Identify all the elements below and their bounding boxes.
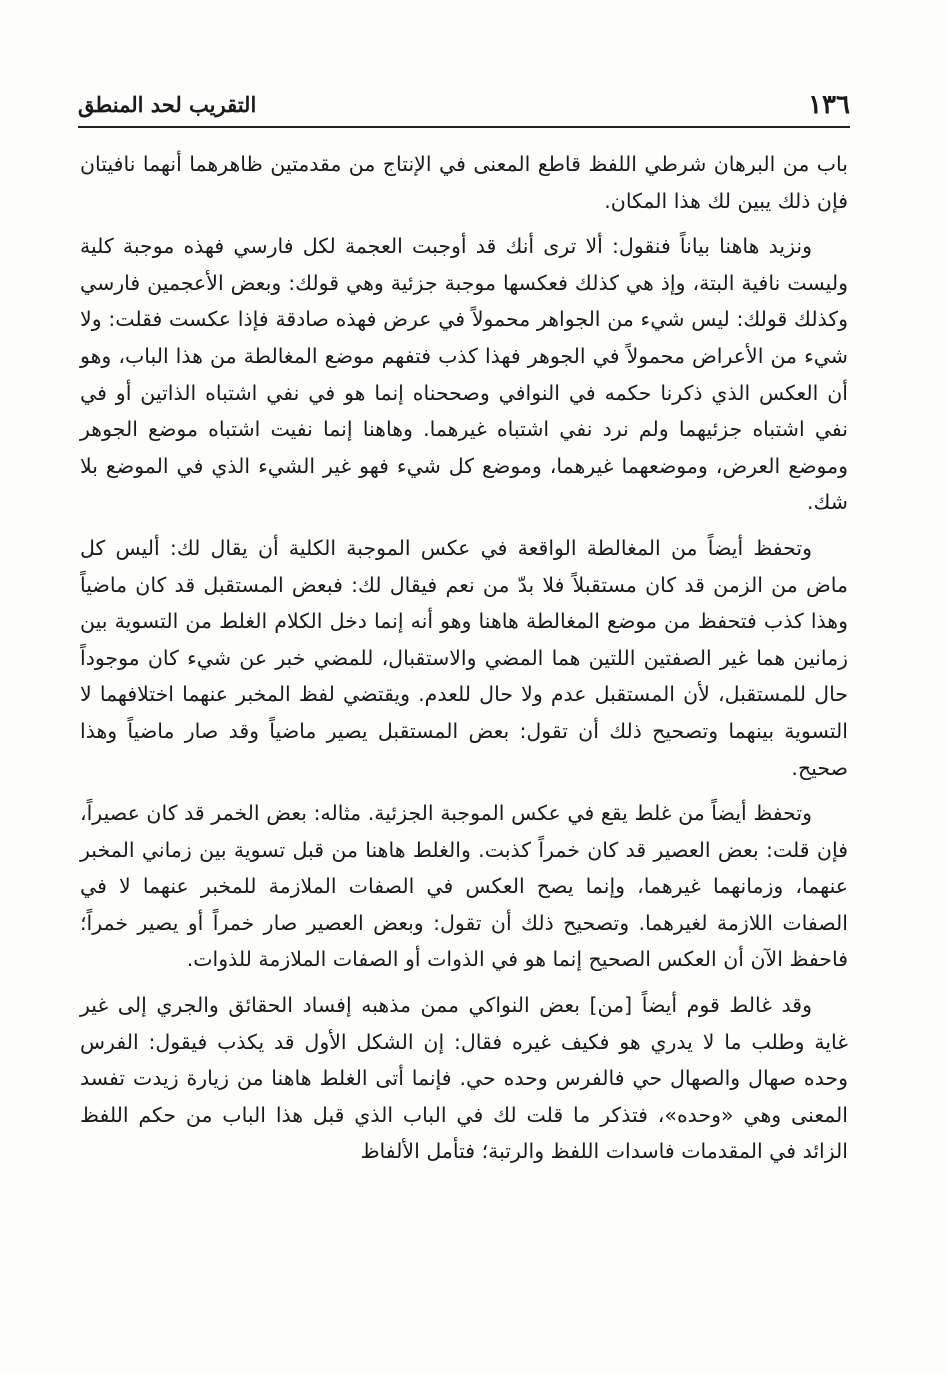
header-rule — [78, 126, 850, 128]
running-title: التقريب لحد المنطق — [78, 92, 257, 117]
paragraph-4: وتحفظ أيضاً من غلط يقع في عكس الموجبة الجزئية. مثاله: بعض الخمر قد كان عصيراً، فإن قلت: بعض العصير قد كان خمراً كذبت. والغلط هاهنا من قبل تسوية بين زماني المخبر عنهما، وزمانهما غيرهما، وإنما يصح العكس في الصفات الملازمة للمخبر عنهما لا في الصفات اللازمة لغيرهما. وتصحيح ذلك أن تقول: وبعض العصير صار خمراً أو يصير خمراً؛ فاحفظ الآن أن العكس الصحيح إنما هو في الذوات أو الصفات الملازمة للذوات. — [80, 801, 848, 972]
paragraph-5: وقد غالط قوم أيضاً [من] بعض النواكي ممن مذهبه إفساد الحقائق والجري إلى غير غاية وطلب ما لا يدري هو فكيف غيره فقال: إن الشكل الأول قد يكذب فيقول: الفرس وحده صهال والصهال حي فالفرس وحده حي. فإنما أتى الغلط هاهنا من زيارة زيدت تفسد المعنى وهي «وحده»، فتذكر ما قلت لك في الباب الذي قبل هذا الباب من حكم اللفظ الزائد في المقدمات فاسدات اللفظ والرتبة؛ فتأمل الألفاظ — [80, 993, 848, 1164]
page-body — [80, 146, 848, 1179]
paragraph-3: وتحفظ أيضاً من المغالطة الواقعة في عكس الموجبة الكلية أن يقال لك: أليس كل ماض من الزمن قد كان مستقبلاً فلا بدّ من نعم فيقال لك: فبعض المستقبل قد كان ماضياً وهذا كذب فتحفظ من موضع المغالطة هاهنا وهو أنه إنما دخل الكلام الغلط من التسوية بين زمانين هما غير الصفتين اللتين هما المضي والاستقبال، للمضي خبر عن شيء كان موجوداً حال للمستقبل، لأن المستقبل عدم ولا حال للعدم. ويقتضي لفظ المخبر عنهما اختلافهما لا التسوية بينهما وتصحيح ذلك أن تقول: بعض المستقبل يصير ماضياً وقد صار ماضياً وهذا صحيح. — [80, 535, 848, 780]
page-number: ١٣٦ — [808, 90, 850, 120]
paragraph-2: ونزيد هاهنا بياناً فنقول: ألا ترى أنك قد أوجبت العجمة لكل فارسي فهذه موجبة كلية وليست نافية البتة، وإذ هي كذلك فعكسها موجبة جزئية وهي قولك: وبعض الأعجمين فارسي وكذلك قولك: ليس شيء من الجواهر محمولاً في عرض فهذه صادقة فإذا عكست فقلت: ولا شيء من الأعراض محمولاً في الجوهر فهذا كذب فتفهم موضع المغالطة من هذا الباب، وهو أن العكس الذي ذكرنا حكمه في النوافي وصححناه إنما هو في نفي اشتباه الذاتين أو في نفي اشتباه جزئيهما ولم نرد نفي اشتباه غيرهما. وهاهنا إنما نفيت اشتباه موضع الجوهر وموضع العرض، وموضعهما غيرهما، وموضع كل شيء فهو غير الشيء الذي في الموضع بلا شك. — [80, 234, 848, 515]
running-header — [78, 88, 850, 128]
paragraph-1: باب من البرهان شرطي اللفظ قاطع المعنى في الإنتاج من مقدمتين ظاهرهما أنهما نافيتان فإن ذلك يبين لك هذا المكان. — [80, 152, 848, 213]
